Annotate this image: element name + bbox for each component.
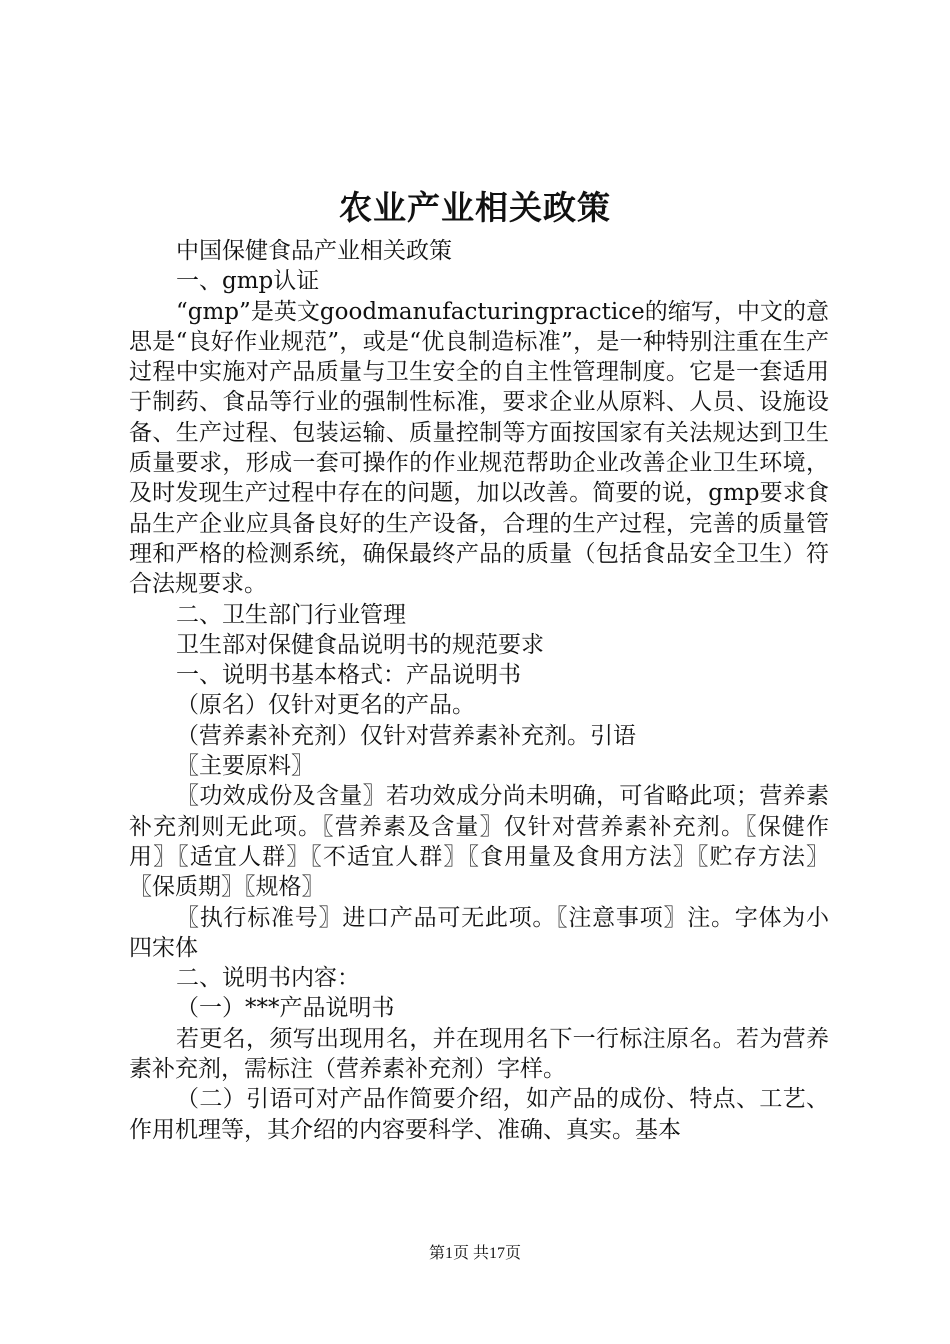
page-footer: 第1页 共17页 — [428, 1245, 521, 1262]
paragraph: 若更名，须写出现用名，并在现用名下一行标注原名。若为营养素补充剂，需标注（营养素补充剂）字样。 — [129, 1025, 829, 1083]
paragraph: （一）***产品说明书 — [176, 995, 395, 1022]
paragraph: 〖主要原料〗 — [176, 753, 314, 780]
paragraph: 一、说明书基本格式：产品说明书 — [176, 662, 521, 689]
paragraph: 一、gmp认证 — [176, 268, 320, 295]
paragraph: 中国保健食品产业相关政策 — [176, 238, 452, 264]
paragraph: 〖执行标准号〗进口产品可无此项。〖注意事项〗注。字体为小四宋体 — [129, 904, 829, 961]
document-body — [129, 236, 829, 1145]
paragraph: 卫生部对保健食品说明书的规范要求 — [176, 631, 544, 658]
paragraph: （营养素补充剂）仅针对营养素补充剂。引语 — [176, 722, 636, 749]
paragraph: “gmp”是英文goodmanufacturingpractice的缩写，中文的意思是“良好作业规范”，或是“优良制造标准”，是一种特别注重在生产过程中实施对产品质量与卫生安全的自主性管理制度。它是一套适用于制药、食品等行业的强制性标准，要求企业从原料、人员、设施设备、生产过程、包装运输、质量控制等方面按国家有关法规达到卫生质量要求，形成一套可操作的作业规范帮助企业改善企业卫生环境，及时发现生产过程中存在的问题，加以改善。简要的说，gmp要求食品生产企业应具备良好的生产设备，合理的生产过程，完善的质量管理和严格的检测系统，确保最终产品的质量（包括食品安全卫生）符合法规要求。 — [129, 298, 829, 598]
paragraph: 〖功效成份及含量〗若功效成分尚未明确，可省略此项；营养素补充剂则无此项。〖营养素及含量〗仅针对营养素补充剂。〖保健作用〗〖适宜人群〗〖不适宜人群〗〖食用量及食用方法〗〖贮存方法〗〖保质期〗〖规格〗 — [129, 783, 829, 901]
document-title: 农业产业相关政策 — [339, 188, 611, 227]
paragraph: （二）引语可对产品作简要介绍，如产品的成份、特点、工艺、作用机理等，其介绍的内容要科学、准确、真实。基本 — [129, 1086, 829, 1143]
paragraph: 二、说明书内容： — [176, 965, 360, 992]
paragraph: 二、卫生部门行业管理 — [176, 601, 406, 628]
paragraph: （原名）仅针对更名的产品。 — [176, 692, 475, 719]
